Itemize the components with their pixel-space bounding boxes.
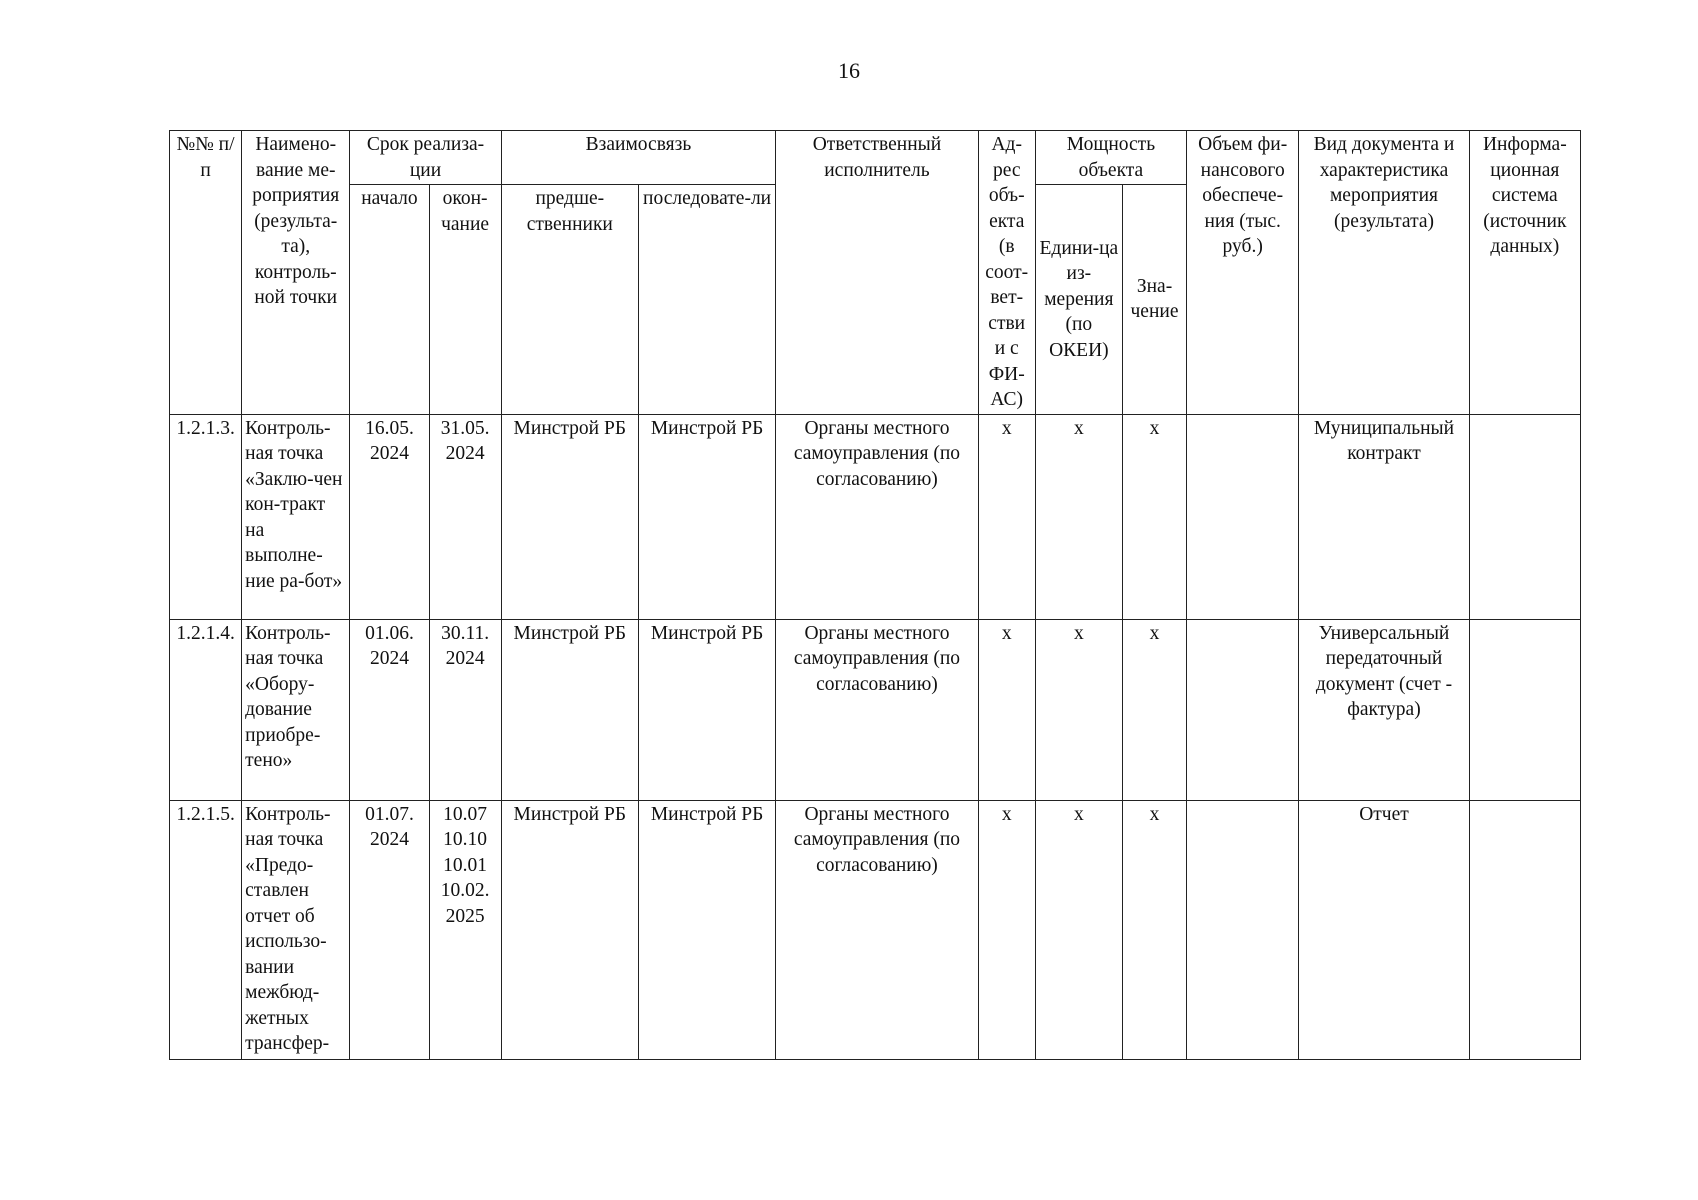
header-name xyxy=(242,131,350,415)
cell-start: 01.07. 2024 xyxy=(350,800,429,1059)
cell-unit: х xyxy=(1035,414,1122,619)
header-term-start xyxy=(350,185,429,415)
cell-executor: Органы местного самоуправления (по согласованию) xyxy=(776,414,978,619)
header-finance xyxy=(1187,131,1299,415)
header-link-succ xyxy=(638,185,775,415)
header-link-succ-text: последовате-ли xyxy=(643,188,772,209)
table-row xyxy=(170,619,1581,800)
cell-executor: Органы местного самоуправления (по согласованию) xyxy=(776,800,978,1059)
cell-address: х xyxy=(978,619,1035,800)
header-power-unit-text: Едини-ца из-мерения (по ОКЕИ) xyxy=(1039,237,1119,361)
cell-pred: Минстрой РБ xyxy=(501,800,638,1059)
cell-end: 30.11. 2024 xyxy=(429,619,501,800)
header-num-text: №№ п/п xyxy=(176,134,235,181)
header-link-pred-text: предше-ственники xyxy=(526,188,613,235)
cell-doc: Универсальный передаточный документ (счет - фактура) xyxy=(1299,619,1469,800)
cell-finance xyxy=(1187,800,1299,1059)
cell-succ: Минстрой РБ xyxy=(638,414,775,619)
header-link-pred xyxy=(501,185,638,415)
table-row xyxy=(170,414,1581,619)
cell-start: 01.06. 2024 xyxy=(350,619,429,800)
cell-doc: Муниципальный контракт xyxy=(1299,414,1469,619)
cell-num: 1.2.1.5. xyxy=(170,800,242,1059)
cell-value: х xyxy=(1122,800,1186,1059)
header-power xyxy=(1035,131,1186,185)
header-num xyxy=(170,131,242,415)
header-address xyxy=(978,131,1035,415)
cell-end: 31.05. 2024 xyxy=(429,414,501,619)
table-row xyxy=(170,800,1581,1059)
header-link xyxy=(501,131,776,185)
cell-pred: Минстрой РБ xyxy=(501,414,638,619)
header-doc-type-text: Вид документа и характеристика мероприятия (результата) xyxy=(1313,134,1455,232)
cell-num: 1.2.1.4. xyxy=(170,619,242,800)
cell-unit: х xyxy=(1035,800,1122,1059)
cell-succ: Минстрой РБ xyxy=(638,800,775,1059)
plan-table xyxy=(169,130,1581,1060)
header-info-system xyxy=(1469,131,1580,415)
header-doc-type xyxy=(1299,131,1469,415)
cell-finance xyxy=(1187,619,1299,800)
cell-info xyxy=(1469,619,1580,800)
cell-succ: Минстрой РБ xyxy=(638,619,775,800)
header-term-end xyxy=(429,185,501,415)
header-row-1 xyxy=(170,131,1581,185)
cell-pred: Минстрой РБ xyxy=(501,619,638,800)
cell-num: 1.2.1.3. xyxy=(170,414,242,619)
cell-address: х xyxy=(978,800,1035,1059)
header-power-value-text: Зна-чение xyxy=(1130,275,1179,323)
header-term xyxy=(350,131,501,185)
cell-name: Контроль-ная точка «Заклю-чен кон-тракт на выполне-ние ра-бот» xyxy=(242,414,350,619)
header-power-unit xyxy=(1035,185,1122,415)
cell-name: Контроль-ная точка «Предо-ставлен отчет об использо-вании межбюд-жетных трансфер- xyxy=(242,800,350,1059)
header-power-value xyxy=(1122,185,1186,415)
cell-start: 16.05. 2024 xyxy=(350,414,429,619)
cell-finance xyxy=(1187,414,1299,619)
header-term-text: Срок реализа-ции xyxy=(366,134,485,181)
cell-value: х xyxy=(1122,619,1186,800)
page-number: 16 xyxy=(838,58,860,83)
cell-value: х xyxy=(1122,414,1186,619)
header-link-text: Взаимосвязь xyxy=(585,134,692,155)
header-term-end-text: окон-чание xyxy=(441,188,490,235)
cell-info xyxy=(1469,414,1580,619)
cell-end: 10.07 10.10 10.01 10.02. 2025 xyxy=(429,800,501,1059)
header-name-text: Наимено-вание ме-роприятия (результа-та), контроль-ной точки xyxy=(252,134,340,308)
cell-unit: х xyxy=(1035,619,1122,800)
header-finance-text: Объем фи-нансового обеспече-ния (тыс. руб.) xyxy=(1198,134,1288,257)
cell-address: х xyxy=(978,414,1035,619)
cell-name: Контроль-ная точка «Обору-дование приобре-тено» xyxy=(242,619,350,800)
header-power-text: Мощность объекта xyxy=(1066,134,1156,181)
cell-doc: Отчет xyxy=(1299,800,1469,1059)
header-executor-text: Ответственный исполнитель xyxy=(812,134,942,181)
header-info-system-text: Информа-ционная система (источник данных) xyxy=(1482,134,1567,257)
cell-info xyxy=(1469,800,1580,1059)
header-executor xyxy=(776,131,978,415)
cell-executor: Органы местного самоуправления (по согласованию) xyxy=(776,619,978,800)
header-address-text: Ад-рес объ-екта (в соот-вет-стви и с ФИ-АС) xyxy=(985,134,1029,410)
header-term-start-text: начало xyxy=(361,188,418,209)
